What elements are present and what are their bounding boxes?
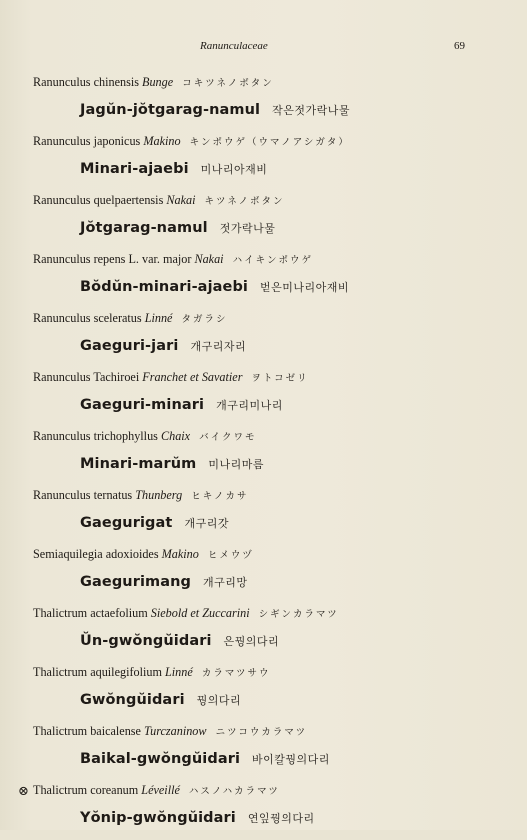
korean-hangul-name: 미나리아재비 [200, 163, 268, 176]
scientific-name-line [33, 132, 350, 150]
japanese-name: ハスノハカラマツ [188, 786, 280, 797]
author-citation: Franchet et Savatier [142, 370, 243, 384]
japanese-name: コキツネノボタン [182, 78, 274, 89]
korean-name-line [80, 571, 248, 593]
japanese-name: タガラシ [181, 314, 228, 325]
korean-romanized-name: Bŏdŭn-minari-ajaebi [80, 279, 249, 295]
genus-species: Ranunculus chinensis [33, 75, 142, 89]
author-citation: Nakai [194, 252, 224, 266]
korean-name-line [80, 689, 241, 711]
genus-species: Ranunculus japonicus [33, 134, 144, 148]
scientific-name-line [33, 250, 313, 268]
author-citation: Linné [165, 665, 193, 679]
scientific-name-line [33, 486, 248, 504]
japanese-name: バイクワモ [199, 432, 257, 443]
japanese-name: ヒメウヅ [207, 550, 254, 561]
korean-romanized-name: Jagŭn-jŏtgarag-namul [80, 102, 261, 118]
korean-hangul-name: 개구리미나리 [216, 399, 283, 412]
genus-species: Ranunculus sceleratus [33, 311, 145, 325]
species-entry [0, 191, 527, 250]
korean-name-line [80, 217, 275, 239]
species-entry [0, 604, 527, 663]
japanese-name: キツネノボタン [204, 196, 285, 207]
korean-romanized-name: Gaeguri-jari [80, 338, 179, 354]
species-entry [0, 368, 527, 427]
genus-species: Thalictrum aquilegifolium [33, 665, 165, 679]
korean-romanized-name: Yŏnip-gwŏngŭidari [80, 810, 236, 826]
scientific-name-line [33, 663, 271, 681]
korean-hangul-name: 바이칼꿩의다리 [252, 753, 330, 766]
species-entry [0, 781, 527, 840]
genus-species: Ranunculus trichophyllus [33, 429, 161, 443]
japanese-name: カラマツサウ [201, 668, 271, 679]
scientific-name-line [33, 309, 228, 327]
coreanum-marker: ⊗ [18, 783, 29, 798]
genus-species: Ranunculus quelpaertensis [33, 193, 167, 207]
korean-hangul-name: 개구리망 [203, 576, 248, 589]
korean-name-line [80, 394, 283, 416]
korean-name-line [80, 453, 264, 475]
korean-name-line [80, 276, 349, 298]
korean-name-line [80, 158, 267, 180]
scientific-name-line [33, 191, 285, 209]
genus-species: Thalictrum actaefolium [33, 606, 151, 620]
genus-species: Thalictrum baicalense [33, 724, 144, 738]
scientific-name-line [33, 722, 307, 740]
korean-name-line [80, 748, 330, 770]
author-citation: Chaix [160, 429, 191, 443]
korean-name-line [80, 630, 279, 652]
korean-romanized-name: Ŭn-gwŏngŭidari [80, 633, 212, 649]
genus-species: Thalictrum coreanum [33, 783, 142, 797]
korean-romanized-name: Gwŏngŭidari [80, 692, 185, 708]
species-entry [0, 250, 527, 309]
japanese-name: キンポウゲ（ウマノアシガタ） [189, 137, 350, 148]
genus-species: Ranunculus repens L. var. major [33, 252, 195, 266]
author-citation: Bunge [142, 75, 174, 89]
korean-romanized-name: Gaeguri-minari [80, 397, 205, 413]
author-citation: Linné [144, 311, 173, 325]
species-entry [0, 722, 527, 781]
korean-hangul-name: 작은젓가락나물 [272, 104, 350, 117]
korean-romanized-name: Jŏtgarag-namul [80, 220, 208, 236]
korean-romanized-name: Minari-ajaebi [80, 161, 189, 177]
korean-hangul-name: 미나리마름 [208, 458, 264, 471]
page-number: 69 [454, 40, 465, 52]
korean-romanized-name: Gaegurimang [80, 574, 192, 590]
author-citation: Makino [143, 134, 181, 148]
page-header [0, 40, 527, 56]
korean-hangul-name: 꿩의다리 [196, 694, 242, 707]
scientific-name-line [33, 368, 309, 386]
scientific-name-line [18, 781, 280, 799]
author-citation: Siebold et Zuccarini [150, 606, 250, 620]
species-entry [0, 545, 527, 604]
species-entry [0, 486, 527, 545]
genus-species: Ranunculus Tachiroei [33, 370, 143, 384]
author-citation: Turczaninow [144, 724, 207, 738]
japanese-name: シギンカラマツ [258, 609, 339, 620]
korean-romanized-name: Baikal-gwŏngŭidari [80, 751, 241, 767]
korean-name-line [80, 335, 246, 357]
species-entry [0, 309, 527, 368]
species-entry [0, 427, 527, 486]
species-entry [0, 73, 527, 132]
korean-romanized-name: Gaegurigat [80, 515, 173, 531]
japanese-name: ヒキノカサ [191, 491, 249, 502]
scientific-name-line [33, 604, 339, 622]
author-citation: Makino [161, 547, 199, 561]
korean-name-line [80, 99, 350, 121]
japanese-name: ニツコウカラマツ [215, 727, 308, 738]
korean-hangul-name: 벋은미나리아재비 [260, 281, 350, 294]
scientific-name-line [33, 427, 256, 445]
korean-hangul-name: 젓가락나물 [219, 222, 276, 235]
scientific-name-line [33, 73, 274, 91]
running-title: Ranunculaceae [200, 40, 268, 52]
author-citation: Thunberg [135, 488, 183, 502]
genus-species: Ranunculus ternatus [33, 488, 136, 502]
scientific-name-line [33, 545, 254, 563]
korean-hangul-name: 개구리자리 [190, 340, 247, 353]
korean-hangul-name: 연잎꿩의다리 [247, 812, 315, 825]
author-citation: Nakai [166, 193, 196, 207]
author-citation: Léveillé [141, 783, 180, 797]
japanese-name: ハイキンポウゲ [232, 255, 314, 266]
korean-hangul-name: 은꿩의다리 [223, 635, 280, 648]
genus-species: Semiaquilegia adoxioides [33, 547, 162, 561]
korean-name-line [80, 512, 229, 534]
japanese-name: ヲトコゼリ [251, 373, 309, 384]
species-list [0, 73, 527, 840]
korean-name-line [80, 807, 315, 829]
korean-hangul-name: 개구리갓 [184, 517, 229, 530]
species-entry [0, 132, 527, 191]
species-entry [0, 663, 527, 722]
korean-romanized-name: Minari-marŭm [80, 456, 197, 472]
